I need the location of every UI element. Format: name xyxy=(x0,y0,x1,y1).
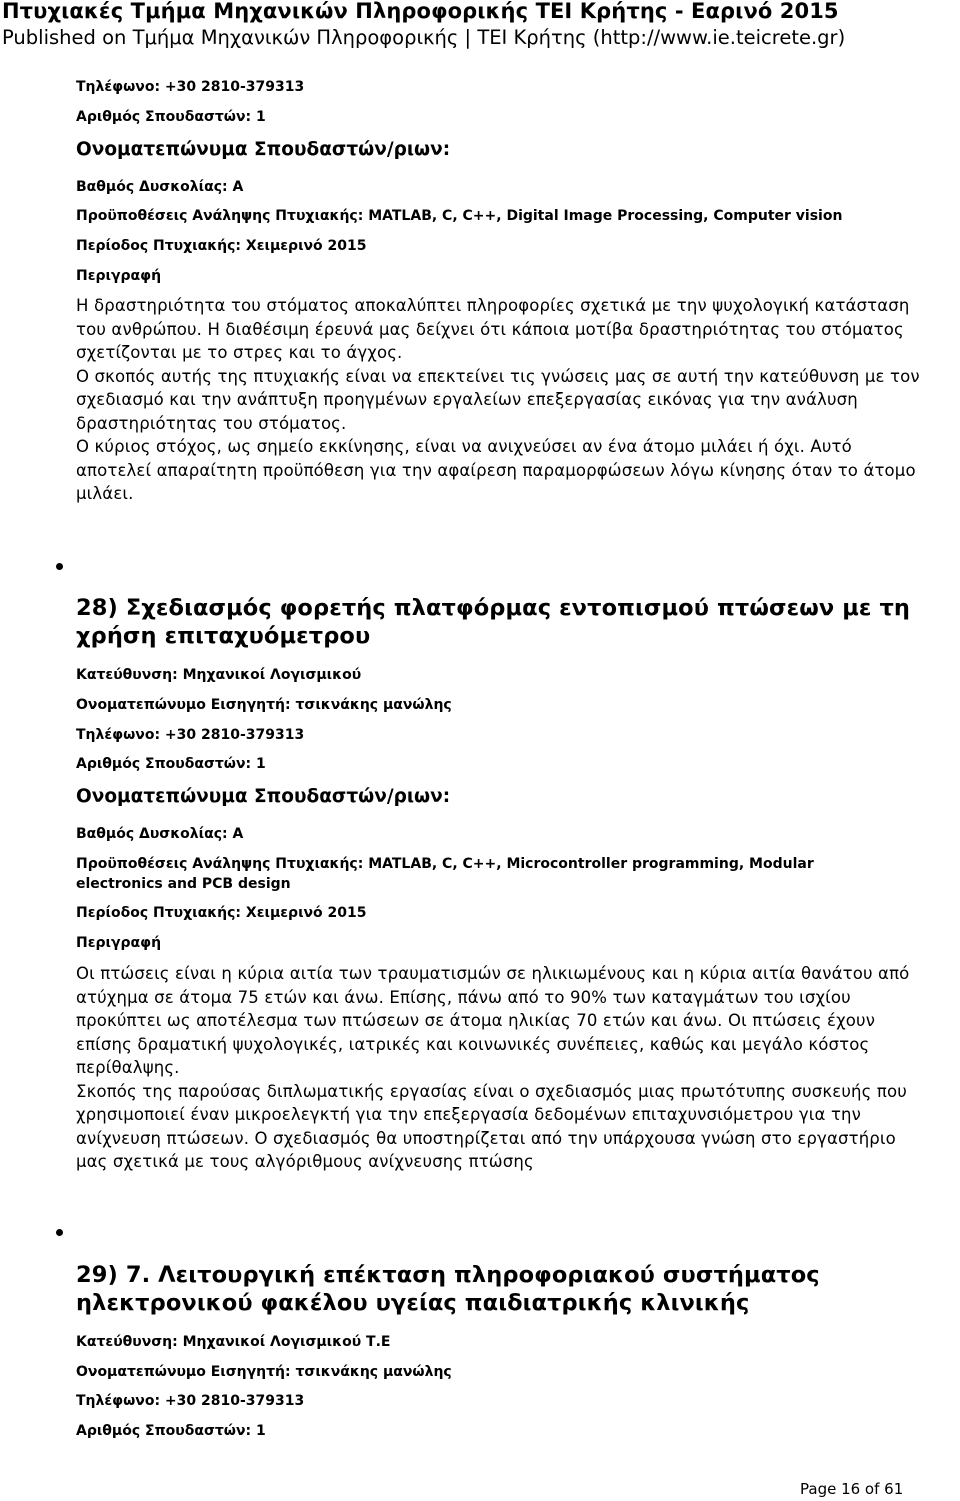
p28-students-count: Αριθμός Σπουδαστών: 1 xyxy=(76,756,266,772)
p27-prerequisites-label: Προϋποθέσεις Ανάληψης Πτυχιακής: xyxy=(76,208,364,224)
p29-supervisor: Ονοματεπώνυμο Εισηγητή: τσικνάκης μανώλης xyxy=(76,1364,452,1380)
published-line: Published on Τμήμα Μηχανικών Πληροφορικής | ΤΕΙ Κρήτης (http://www.ie.teicrete.gr) xyxy=(2,26,846,49)
p27-student-names: Ονοματεπώνυμα Σπουδαστών/ριων: xyxy=(76,139,451,160)
p28-prerequisites-label: Προϋποθέσεις Ανάληψης Πτυχιακής: xyxy=(76,856,364,872)
p27-prerequisites xyxy=(76,206,842,226)
p27-phone: Τηλέφωνο: +30 2810-379313 xyxy=(76,79,305,95)
page-number: Page 16 of 61 xyxy=(800,1480,904,1498)
document-title: Πτυχιακές Τμήμα Μηχανικών Πληροφορικής ΤΕΙ Κρήτης - Εαρινό 2015 xyxy=(2,0,839,23)
p28-supervisor: Ονοματεπώνυμο Εισηγητή: τσικνάκης μανώλης xyxy=(76,697,452,713)
p28-phone: Τηλέφωνο: +30 2810-379313 xyxy=(76,727,305,743)
p28-direction: Κατεύθυνση: Μηχανικοί Λογισμικού xyxy=(76,667,362,683)
p27-description xyxy=(76,294,926,506)
p28-description-para-2: Σκοπός της παρούσας διπλωματικής εργασίας είναι ο σχεδιασμός μιας πρωτότυπης συσκευής που χρησιμοποιεί έναν μικροελεγκτή για την επεξεργασία δεδομένων επιταχυνσιόμετρου για την ανίχνευση πτώσεων. Ο σχεδιασμός θα υποστηρίζεται από την υπάρχουσα γνώση στο εργαστήριο μας σχετικά με τους αλγόριθμους ανίχνευσης πτώσης xyxy=(76,1081,907,1171)
p28-prerequisites-value: MATLAB, C, C++, Microcontroller programming, Modular electronics and PCB design xyxy=(76,856,814,892)
p28-student-names: Ονοματεπώνυμα Σπουδαστών/ριων: xyxy=(76,786,451,807)
p28-difficulty: Βαθμός Δυσκολίας: Α xyxy=(76,826,244,842)
p27-period: Περίοδος Πτυχιακής: Χειμερινό 2015 xyxy=(76,238,367,254)
list-bullet xyxy=(56,1229,63,1236)
p28-description xyxy=(76,962,926,1174)
p27-description-para-3: Ο κύριος στόχος, ως σημείο εκκίνησης, είναι να ανιχνεύσει αν ένα άτομο μιλάει ή όχι. Αυτό αποτελεί απαραίτητη προϋπόθεση για την αφαίρεση παραμορφώσεων λόγω κίνησης όταν το άτομο μιλάει. xyxy=(76,437,916,503)
p27-prerequisites-value: MATLAB, C, C++, Digital Image Processing, Computer vision xyxy=(368,208,843,224)
p27-students-count: Αριθμός Σπουδαστών: 1 xyxy=(76,109,266,125)
p27-description-para-1: Η δραστηριότητα του στόματος αποκαλύπτει πληροφορίες σχετικά με την ψυχολογική κατάσταση του ανθρώπου. Η διαθέσιμη έρευνά μας δείχνει ότι κάποια μοτίβα δραστηριότητας του στόματος σχετίζονται με το στρες και το άγχος. xyxy=(76,296,910,362)
p29-heading: 29) 7. Λειτουργική επέκταση πληροφοριακού συστήματος ηλεκτρονικού φακέλου υγείας παιδιατρικής κλινικής xyxy=(76,1262,820,1316)
p29-direction: Κατεύθυνση: Μηχανικοί Λογισμικού Τ.Ε xyxy=(76,1334,391,1350)
p28-description-para-1: Οι πτώσεις είναι η κύρια αιτία των τραυματισμών σε ηλικιωμένους και η κύρια αιτία θανάτου από ατύχημα σε άτομα 75 ετών και άνω. Επίσης, πάνω από το 90% των καταγμάτων του ισχίου προκύπτει ως αποτέλεσμα των πτώσεων σε άτομα ηλικίας 70 ετών και άνω. Οι πτώσεις έχουν επίσης δραματική ψυχολογικές, ιατρικές και κοινωνικές συνέπειες, καθώς και μεγάλο κόστος περίθαλψης. xyxy=(76,964,910,1077)
p29-phone: Τηλέφωνο: +30 2810-379313 xyxy=(76,1393,305,1409)
p27-description-label: Περιγραφή xyxy=(76,268,162,284)
p28-description-label: Περιγραφή xyxy=(76,935,162,951)
p29-students-count: Αριθμός Σπουδαστών: 1 xyxy=(76,1423,266,1439)
list-bullet xyxy=(56,563,63,570)
p28-prerequisites xyxy=(76,854,896,894)
p27-difficulty: Βαθμός Δυσκολίας: Α xyxy=(76,179,244,195)
p27-description-para-2: Ο σκοπός αυτής της πτυχιακής είναι να επεκτείνει τις γνώσεις μας σε αυτή την κατεύθυνση με τον σχεδιασμό και την ανάπτυξη προηγμένων εργαλείων επεξεργασίας εικόνας για την ανάλυση δραστηριότητας του στόματος. xyxy=(76,366,920,433)
p28-heading: 28) Σχεδιασμός φορετής πλατφόρμας εντοπισμού πτώσεων με τη χρήση επιταχυόμετρου xyxy=(76,595,911,649)
p28-period: Περίοδος Πτυχιακής: Χειμερινό 2015 xyxy=(76,905,367,921)
